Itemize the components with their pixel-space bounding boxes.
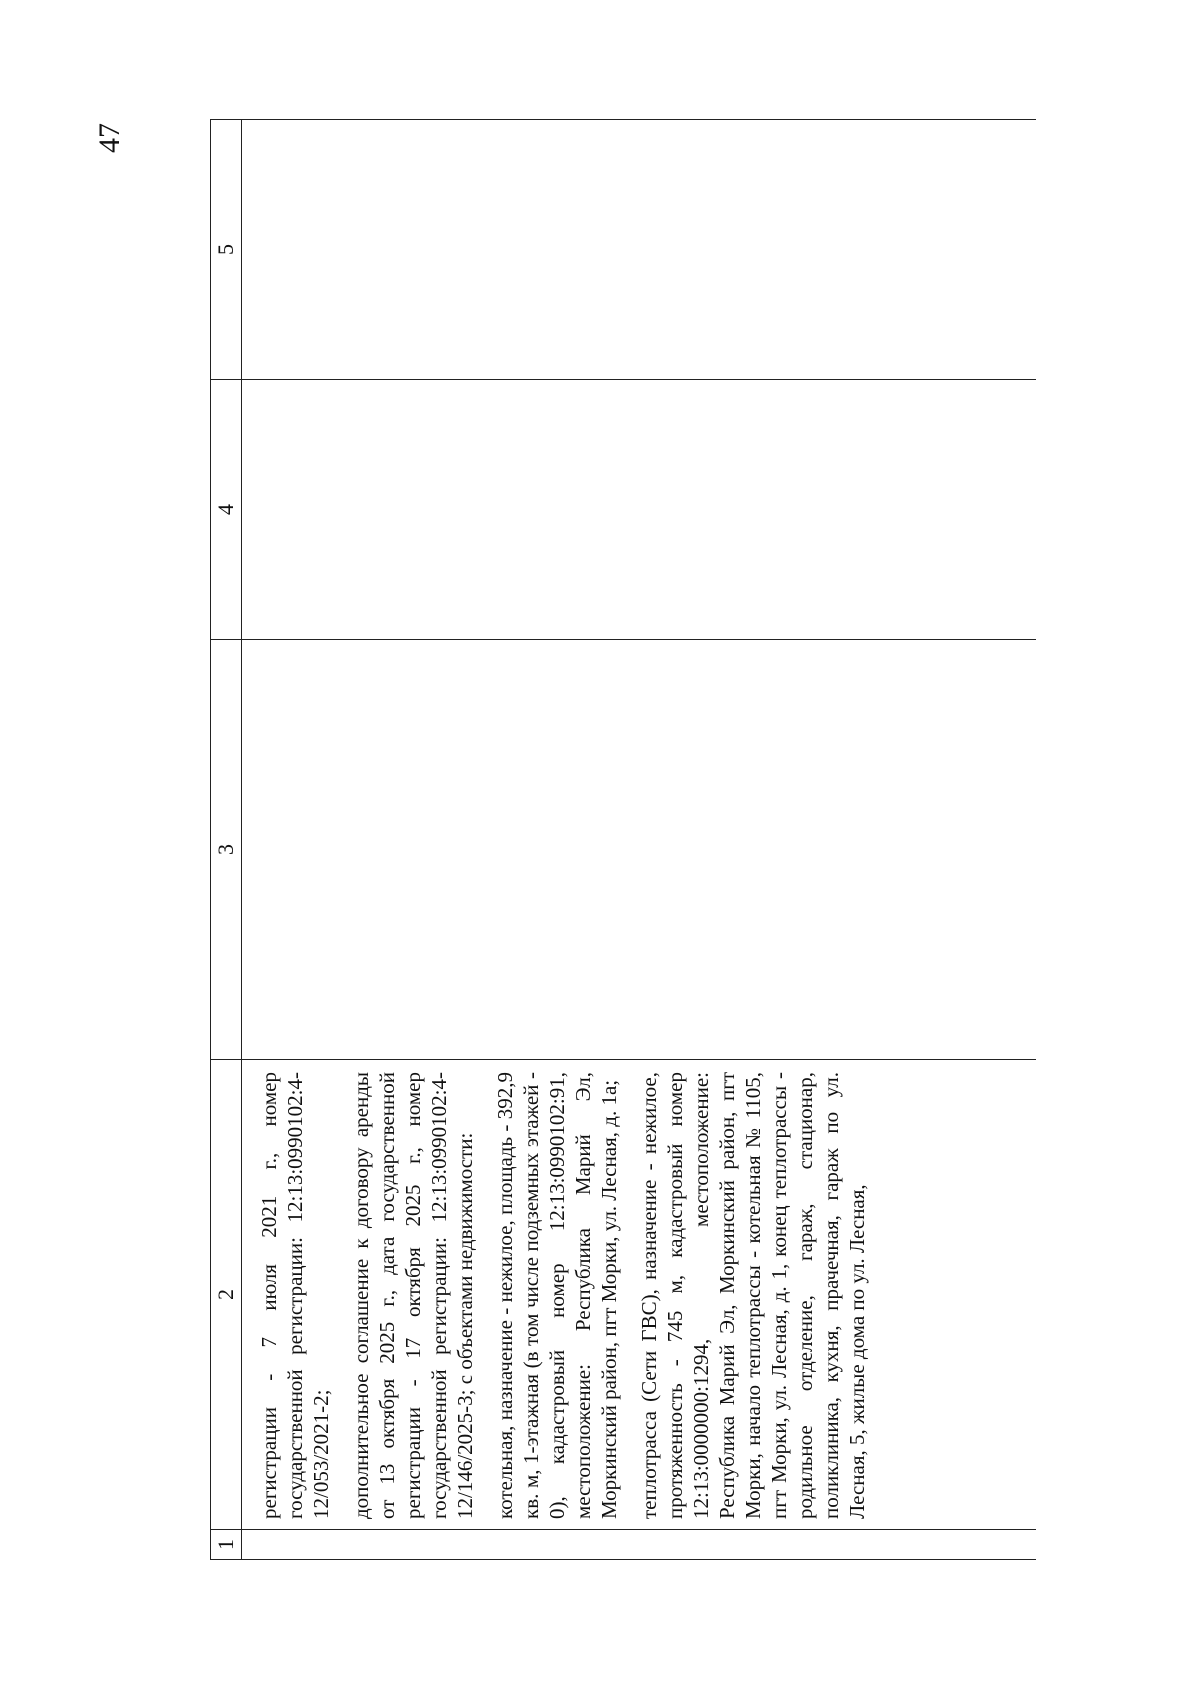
column-header-5: 5 [211,120,242,380]
column-header-2: 2 [211,1060,242,1530]
page-number: 47 [93,123,126,153]
property-table [210,119,1036,1560]
rotated-table-wrapper [210,120,1030,1560]
column-header-4: 4 [211,380,242,640]
table-row [242,120,1037,1560]
cell-column-1 [242,1530,1037,1560]
cell-column-2 [242,1060,1037,1530]
cell-column-3 [242,640,1037,1060]
column-header-1: 1 [211,1530,242,1560]
table-header-row [211,120,242,1560]
entry-additional-agreement: дополнительное соглашение к договору аренды от 13 октября 2025 г., дата государственной регистрации - 17 октября 2025 г., номер государственной регистрации: 12:13:0990102:4-12/146/2025-3; с объектами недвижимости: [349,1072,477,1519]
cell-column-4 [242,380,1037,640]
entry-boiler-house: котельная, назначение - нежилое, площадь - 392,9 кв. м, 1-этажная (в том числе подземных этажей - 0), кадастровый номер 12:13:0990102:91, местоположение: Республика Марий Эл, Моркинский район, пгт Морки, ул. Лесная, д. 1а; [493,1072,621,1519]
entry-registration: регистрации - 7 июля 2021 г., номер государственной регистрации: 12:13:0990102:4-12/053/2021-2; [257,1072,333,1519]
column-header-3: 3 [211,640,242,1060]
cell-column-5 [242,120,1037,380]
entry-heating-main: теплотрасса (Сети ГВС), назначение - нежилое, протяженность - 745 м, кадастровый номер 12:13:0000000:1294, местоположение: Республика Марий Эл, Моркинский район, пгт Морки, начало теплотрассы - котельная № 1105, пгт Морки, ул. Лесная, д. 1, конец теплотрассы - родильное отделение, гараж, стационар, поликлиника, кухня, прачечная, гараж по ул. Лесная, 5, жилые дома по ул. Лесная, [637,1072,869,1519]
